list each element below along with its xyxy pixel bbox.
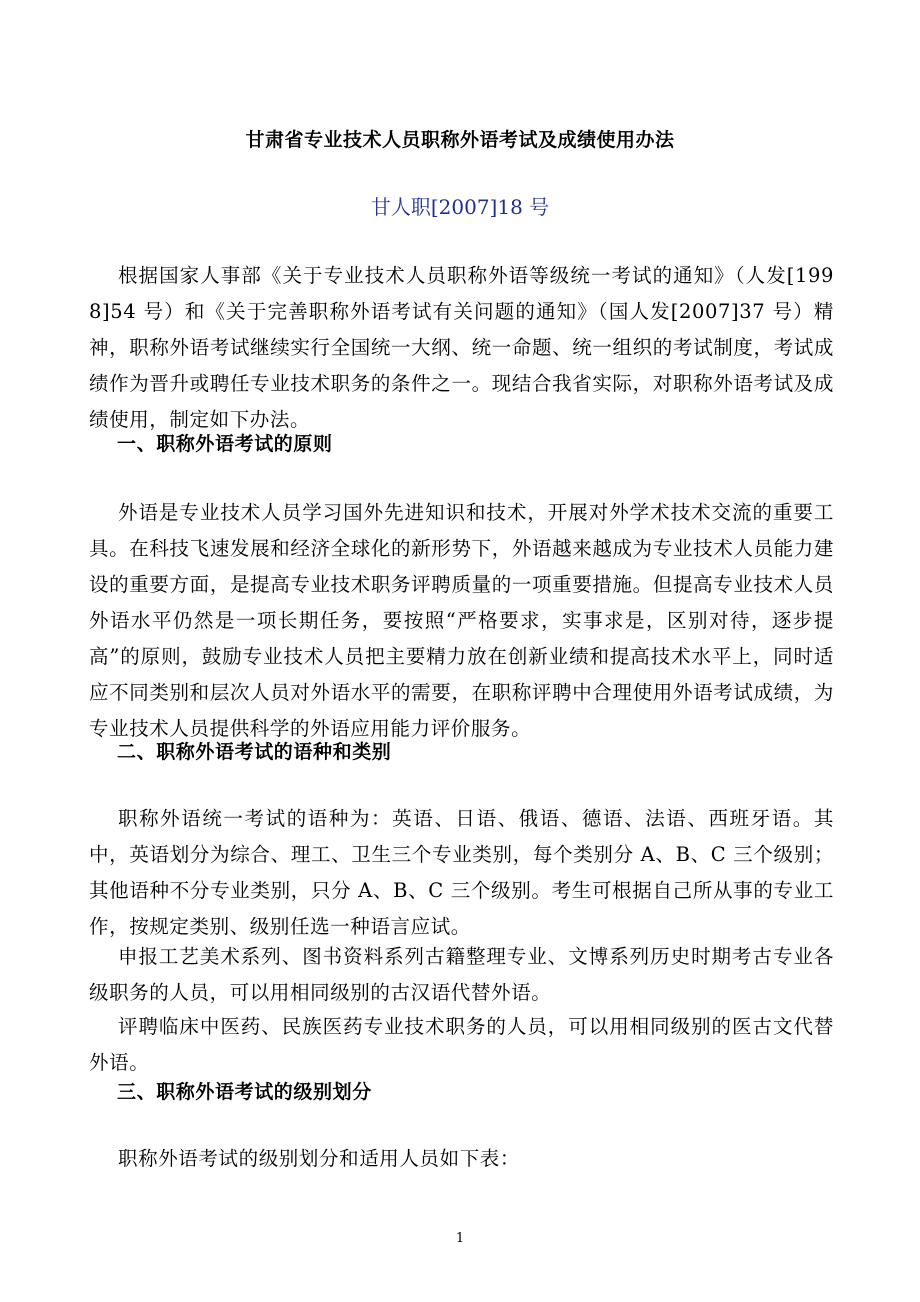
section-2-paragraph-3: 评聘临床中医药、民族医药专业技术职务的人员，可以用相同级别的医古文代替外语。 xyxy=(89,1015,834,1074)
section-heading-2: 二、职称外语考试的语种和类别 xyxy=(117,741,392,763)
document-number: 甘人职[2007]18 号 xyxy=(370,195,550,219)
section-heading-3: 三、职称外语考试的级别划分 xyxy=(117,1081,372,1103)
section-1-paragraph-1: 外语是专业技术人员学习国外先进知识和技术，开展对外学术技术交流的重要工具。在科技飞速发展和经济全球化的新形势下，外语越来越成为专业技术人员能力建设的重要方面，是提高专业技术职务评聘质量的一项重要措施。但提高专业技术人员外语水平仍然是一项长期任务，要按照“严格要求，实事求是，区别对待，逐步提高”的原则，鼓励专业技术人员把主要精力放在创新业绩和提高技术水平上，同时适应不同类别和层次人员对外语水平的需要，在职称评聘中合理使用外语考试成绩，为专业技术人员提供科学的外语应用能力评价服务。 xyxy=(89,501,834,740)
section-heading-1: 一、职称外语考试的原则 xyxy=(117,433,333,455)
section-2-paragraph-2: 申报工艺美术系列、图书资料系列古籍整理专业、文博系列历史时期考古专业各级职务的人员，可以用相同级别的古汉语代替外语。 xyxy=(89,945,834,1004)
section-3-paragraph-1: 职称外语考试的级别划分和适用人员如下表： xyxy=(118,1147,521,1170)
section-2-paragraph-1: 职称外语统一考试的语种为：英语、日语、俄语、德语、法语、西班牙语。其中，英语划分为综合、理工、卫生三个专业类别，每个类别分 A、B、C 三个级别；其他语种不分专业类别，只分 A、B、C 三个级别。考生可根据自己所从事的专业工作，按规定类别、级别任选一种语言应试。 xyxy=(89,807,834,938)
page-number: 1 xyxy=(455,1231,465,1246)
intro-paragraph: 根据国家人事部《关于专业技术人员职称外语等级统一考试的通知》（人发[1998]54 号）和《关于完善职称外语考试有关问题的通知》（国人发[2007]37 号）精神，职称外语考试继续实行全国统一大纲、统一命题、统一组织的考试制度，考试成绩作为晋升或聘任专业技术职务的条件之一。现结合我省实际，对职称外语考试及成绩使用，制定如下办法。 xyxy=(89,264,834,431)
document-title: 甘肃省专业技术人员职称外语考试及成绩使用办法 xyxy=(245,129,675,151)
